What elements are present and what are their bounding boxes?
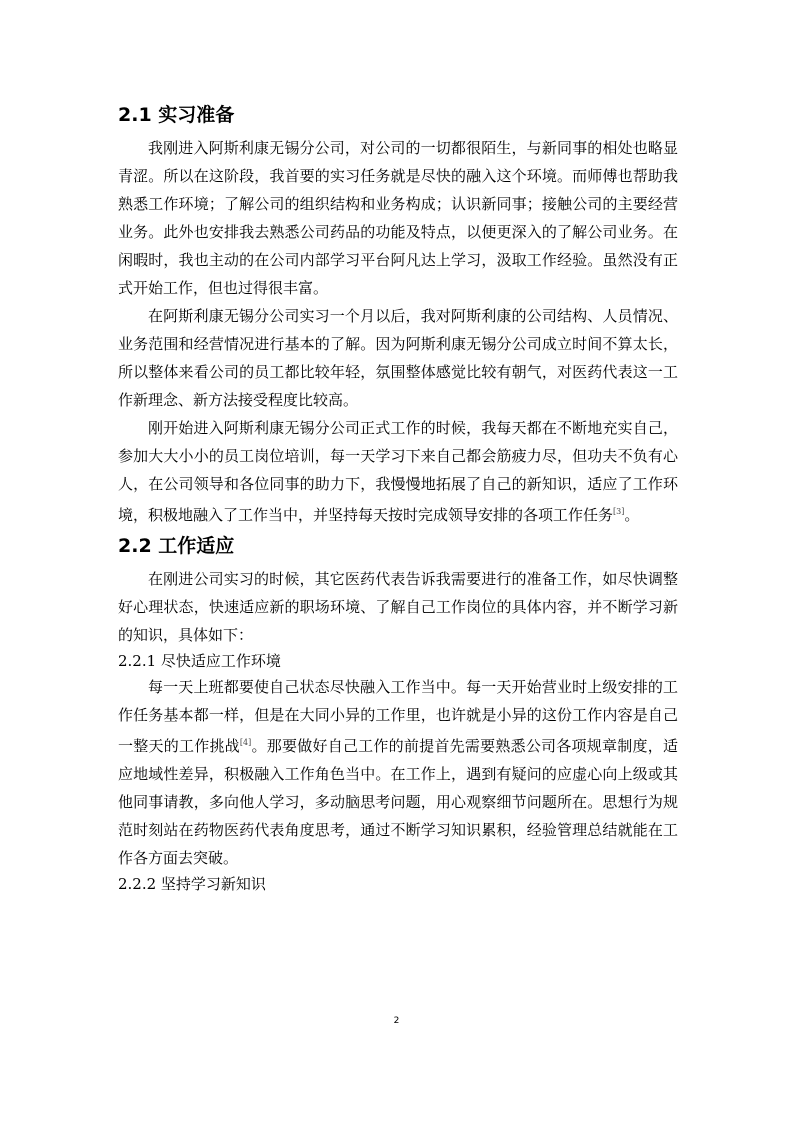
section-heading-2-2: 2.2 工作适应: [118, 535, 235, 557]
citation-3: [3]: [613, 507, 625, 516]
paragraph-2-1-1: [118, 134, 678, 302]
page-number: 2: [393, 1016, 400, 1026]
paragraph-2-2-intro: [118, 565, 678, 649]
paragraph-text: 每一天上班都要使自己状态尽快融入工作当中。每一天开始营业时上级安排的工作任务基本都一样，但是在大同小异的工作里，也许就是小异的这份工作内容是自己一整天的工作挑战: [118, 678, 678, 755]
paragraph-text: 在阿斯利康无锡分公司实习一个月以后，我对阿斯利康的公司结构、人员情况、业务范围和经营情况进行基本的了解。因为阿斯利康无锡分公司成立时间不算太长，所以整体来看公司的员工都比较年轻，氛围整体感觉比较有朝气，对医药代表这一工作新理念、新方法接受程度比较高。: [118, 307, 678, 409]
paragraph-text: 我刚进入阿斯利康无锡分公司，对公司的一切都很陌生，与新同事的相处也略显青涩。所以在这阶段，我首要的实习任务就是尽快的融入这个环境。而师傅也帮助我熟悉工作环境；了解公司的组织结构和业务构成；认识新同事；接触公司的主要经营业务。此外也安排我去熟悉公司药品的功能及特点，以便更深入的了解公司业务。在闲暇时，我也主动的在公司内部学习平台阿凡达上学习，汲取工作经验。虽然没有正式开始工作，但也过得很丰富。: [118, 139, 678, 297]
paragraph-2-1-3: [118, 414, 678, 529]
paragraph-2-1-2: [118, 302, 678, 414]
paragraph-2-2-1: [118, 673, 678, 872]
page-content: [118, 100, 678, 896]
subsection-heading-2-2-1: 2.2.1 尽快适应工作环境: [118, 652, 281, 670]
paragraph-text-end: 。那要做好自己工作的前提首先需要熟悉公司各项规章制度，适应地域性差异，积极融入工作角色当中。在工作上，遇到有疑问的应虚心向上级或其他同事请教，多向他人学习，多动脑思考问题，用心观察细节问题所在。思想行为规范时刻站在药物医药代表角度思考，通过不断学习知识累积，经验管理总结就能在工作各方面去突破。: [118, 737, 678, 867]
citation-4: [4]: [239, 738, 252, 747]
section-heading-2-1: 2.1 实习准备: [118, 104, 235, 126]
paragraph-text: 在刚进公司实习的时候，其它医药代表告诉我需要进行的准备工作，如尽快调整好心理状态，快速适应新的职场环境、了解自己工作岗位的具体内容，并不断学习新的知识，具体如下：: [118, 570, 678, 644]
paragraph-text-end: 。: [624, 506, 640, 524]
subsection-heading-2-2-2: 2.2.2 坚持学习新知识: [118, 875, 266, 893]
paragraph-text: 刚开始进入阿斯利康无锡分公司正式工作的时候，我每天都在不断地充实自己，参加大大小小的员工岗位培训，每一天学习下来自己都会筋疲力尽，但功夫不负有心人，在公司领导和各位同事的助力下，我慢慢地拓展了自己的新知识，适应了工作环境，积极地融入了工作当中，并坚持每天按时完成领导安排的各项工作任务: [118, 419, 678, 524]
